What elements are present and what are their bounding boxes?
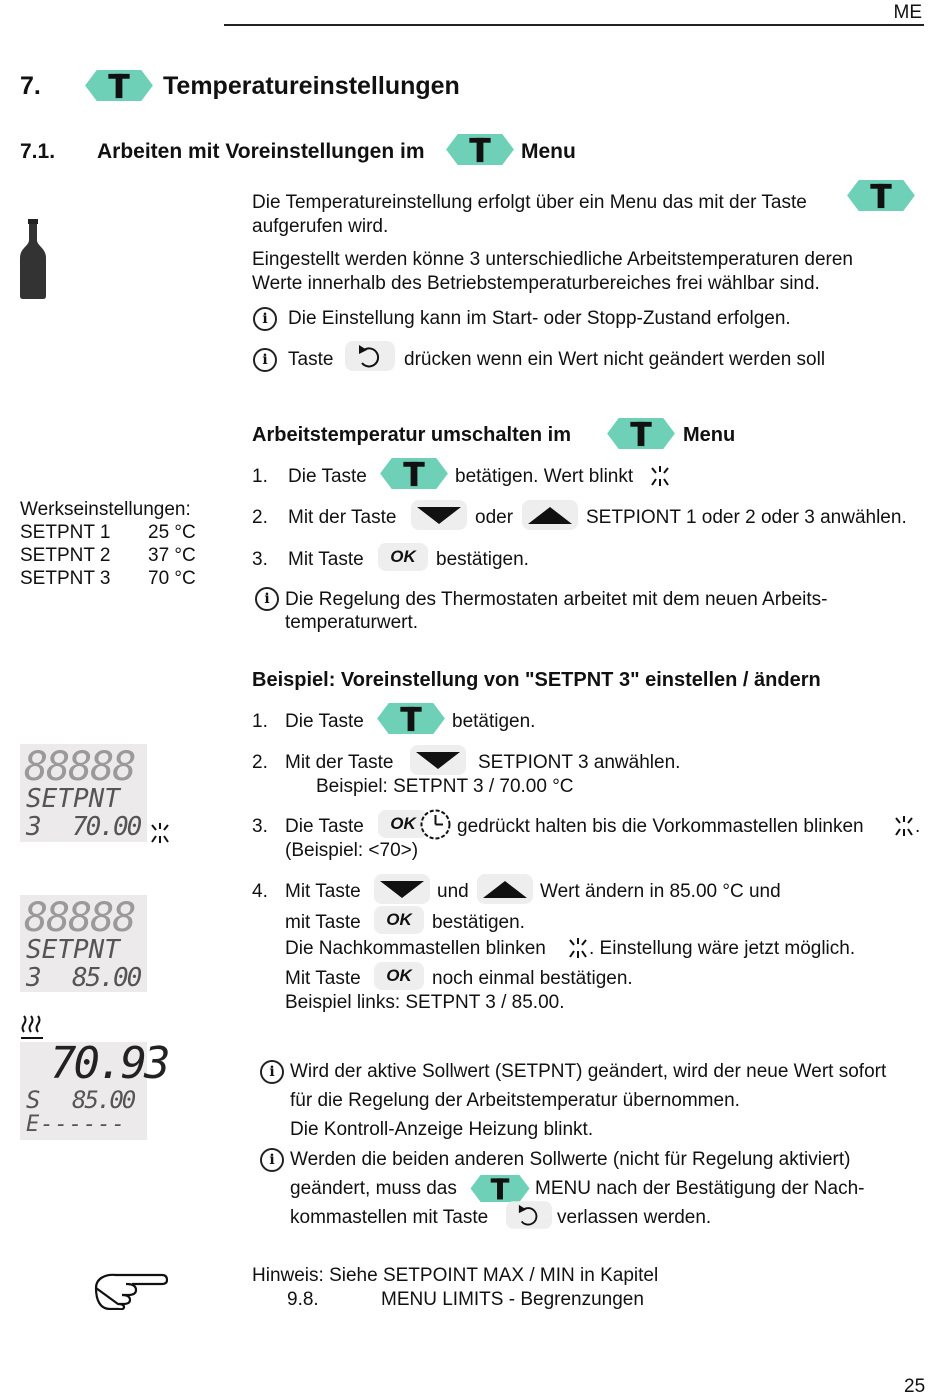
lcd-display [20, 1038, 168, 1140]
switch-s2-c: SETPIONT 1 oder 2 oder 3 anwählen. [586, 507, 907, 528]
info-icon: i [260, 1148, 284, 1172]
switch-title-prefix: Arbeitstemperatur umschalten im [252, 424, 571, 446]
switch-s1-a: Die Taste [288, 466, 367, 487]
info-icon: i [260, 1060, 284, 1084]
note2-l3b: verlassen werden. [557, 1207, 712, 1228]
intro-info2-suffix: drücken wenn ein Wert nicht geändert werden soll [404, 349, 826, 370]
up-key-icon [477, 874, 533, 904]
switch-s3-a: Mit Taste [288, 549, 364, 570]
intro-line1: Die Temperatureinstellung erfolgt über ein Menu das mit der Taste [252, 192, 807, 213]
example-s4-h: Mit Taste [285, 968, 361, 989]
t-key-icon [607, 418, 675, 449]
t-key-icon [85, 70, 153, 101]
intro-line3: Eingestellt werden könne 3 unterschiedliche Arbeitstemperaturen deren [252, 249, 853, 270]
example-s4-g: . Einstellung wäre jetzt möglich. [589, 938, 856, 959]
defaults-name: SETPNT 3 [20, 568, 111, 589]
subsection-number: 7.1. [20, 140, 56, 163]
example-s4-e: bestätigen. [432, 912, 525, 933]
intro-info1: Die Einstellung kann im Start- oder Stopp-Zustand erfolgen. [288, 308, 791, 329]
hint-l2-text: MENU LIMITS - Begrenzungen [381, 1289, 644, 1310]
switch-s3-b: bestätigen. [436, 549, 529, 570]
switch-info-l2: temperaturwert. [285, 612, 419, 633]
example-s4-f: Die Nachkommastellen blinken [285, 938, 546, 959]
ok-key-icon: OK [378, 810, 428, 838]
section-title: Temperatureinstellungen [163, 72, 460, 100]
switch-s1-b: betätigen. Wert blinkt [455, 466, 634, 487]
header-rule [224, 24, 924, 26]
lcd-bot-left: 3 [26, 963, 42, 993]
blink-icon [892, 813, 916, 839]
note2-l1: Werden die beiden anderen Sollwerte (nicht für Regelung aktiviert) [290, 1149, 851, 1170]
switch-s2-a: Mit der Taste [288, 507, 397, 528]
step-number: 4. [252, 881, 268, 902]
step-number: 3. [252, 549, 268, 570]
hint-l1: Hinweis: Siehe SETPOINT MAX / MIN in Kapitel [252, 1265, 659, 1286]
lcd-mid-left: S [26, 1086, 41, 1114]
ok-key-icon: OK [374, 962, 424, 990]
ok-key-icon: OK [378, 543, 428, 571]
example-s4-i: noch einmal bestätigen. [432, 968, 633, 989]
example-s3-a: Die Taste [285, 816, 364, 837]
example-s4-a: Mit Taste [285, 881, 361, 902]
example-s4-j: Beispiel links: SETPNT 3 / 85.00. [285, 992, 565, 1013]
lcd-bot-right: 85.00 [72, 963, 141, 993]
switch-s2-b: oder [475, 507, 514, 528]
heating-icon [20, 1014, 44, 1042]
down-key-icon [410, 745, 466, 775]
t-key-icon [470, 1175, 530, 1202]
up-key-icon [522, 500, 578, 530]
down-key-icon [374, 874, 430, 904]
info-icon: i [253, 307, 277, 331]
t-key-icon [847, 180, 915, 211]
blink-icon [148, 820, 172, 846]
step-number: 1. [252, 466, 268, 487]
lcd-top: 88888 [24, 895, 135, 941]
example-s2-a: Mit der Taste [285, 752, 394, 773]
example-s4-c: Wert ändern in 85.00 °C und [540, 881, 781, 902]
example-s2-c: Beispiel: SETPNT 3 / 70.00 °C [316, 776, 574, 797]
t-key-icon [377, 703, 445, 734]
t-key-icon [446, 134, 514, 165]
subsection-title-suffix: Menu [521, 140, 576, 163]
bottle-icon [18, 218, 48, 300]
back-key-icon [506, 1201, 552, 1229]
defaults-title: Werkseinstellungen: [20, 499, 191, 520]
switch-title-suffix: Menu [683, 424, 736, 446]
lcd-bot-right: 70.00 [72, 812, 141, 842]
example-s3-b: gedrückt halten bis die Vorkommastellen blinken [457, 816, 864, 837]
lcd-top: 88888 [24, 744, 135, 790]
lcd-mid: SETPNT [26, 784, 120, 814]
defaults-value: 70 °C [148, 568, 196, 589]
lcd-bot-left: 3 [26, 812, 42, 842]
intro-line4: Werte innerhalb des Betriebstemperaturbereiches frei wählbar sind. [252, 273, 820, 294]
lcd-mid-right: 85.00 [72, 1086, 135, 1114]
pointing-hand-icon [92, 1266, 168, 1310]
lcd-display [20, 744, 147, 842]
example-s1-b: betätigen. [452, 711, 536, 732]
t-key-icon [380, 458, 448, 489]
defaults-value: 37 °C [148, 545, 196, 566]
note1-l3: Die Kontroll-Anzeige Heizung blinkt. [290, 1119, 594, 1140]
step-number: 3. [252, 816, 268, 837]
example-s4-d: mit Taste [285, 912, 361, 933]
blink-icon [648, 463, 672, 489]
example-s4-b: und [437, 881, 469, 902]
clock-icon [419, 808, 452, 841]
note1-l1: Wird der aktive Sollwert (SETPNT) geändert, wird der neue Wert sofort [290, 1061, 887, 1082]
lcd-mid: SETPNT [26, 935, 120, 965]
step-number: 2. [252, 507, 268, 528]
section-number: 7. [20, 72, 41, 100]
switch-info-l1: Die Regelung des Thermostaten arbeitet mit dem neuen Arbeits- [285, 589, 828, 610]
defaults-name: SETPNT 1 [20, 522, 111, 543]
step-number: 2. [252, 752, 268, 773]
step-number: 1. [252, 711, 268, 732]
lcd-bot: E------ [26, 1112, 126, 1137]
down-key-icon [411, 500, 467, 530]
lcd-top: 70.93 [50, 1038, 168, 1089]
ok-key-icon: OK [374, 906, 424, 934]
note2-l2b: MENU nach der Bestätigung der Nach- [535, 1178, 865, 1199]
info-icon: i [253, 348, 277, 372]
example-s3-c: (Beispiel: <70>) [285, 840, 419, 861]
note2-l2a: geändert, muss das [290, 1178, 457, 1199]
blink-icon [566, 935, 590, 961]
hint-l2-num: 9.8. [287, 1289, 319, 1310]
header-tag: ME [893, 2, 922, 23]
defaults-name: SETPNT 2 [20, 545, 111, 566]
back-key-icon [345, 341, 395, 371]
intro-line2: aufgerufen wird. [252, 216, 389, 237]
info-icon: i [255, 587, 279, 611]
example-s3-dot: . [915, 816, 921, 837]
defaults-value: 25 °C [148, 522, 196, 543]
example-title: Beispiel: Voreinstellung von "SETPNT 3" einstellen / ändern [252, 669, 821, 691]
note1-l2: für die Regelung der Arbeitstemperatur übernommen. [290, 1090, 740, 1111]
intro-info2-prefix: Taste [288, 349, 334, 370]
page-number: 25 [904, 1376, 926, 1397]
lcd-display [20, 895, 147, 992]
note2-l3a: kommastellen mit Taste [290, 1207, 489, 1228]
example-s1-a: Die Taste [285, 711, 364, 732]
subsection-title-prefix: Arbeiten mit Voreinstellungen im [97, 140, 425, 163]
example-s2-b: SETPIONT 3 anwählen. [478, 752, 681, 773]
